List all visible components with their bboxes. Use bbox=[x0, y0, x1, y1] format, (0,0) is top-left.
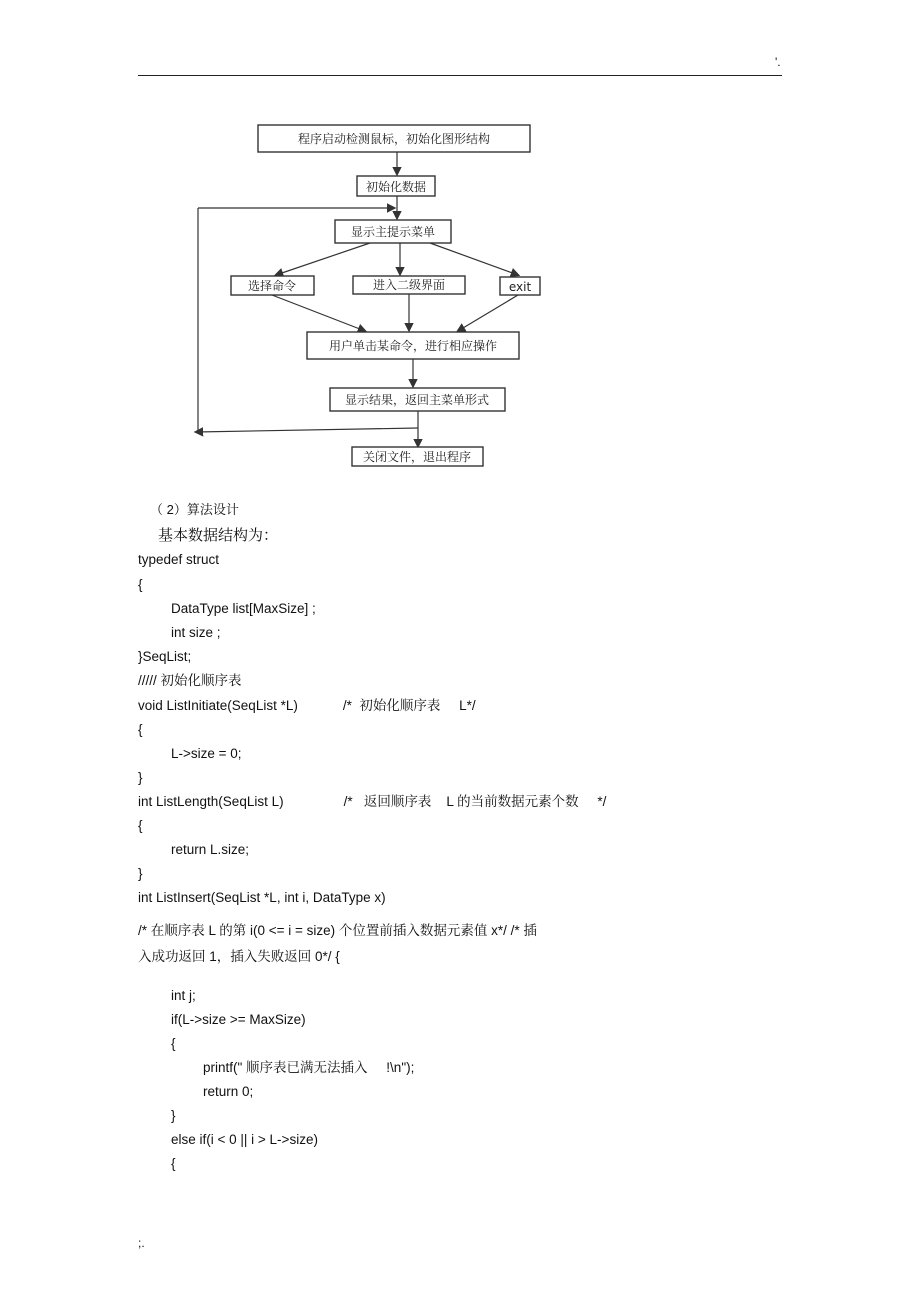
code-line: return L.size; bbox=[171, 842, 250, 857]
code-line: { bbox=[138, 818, 143, 833]
arrow-select-operate bbox=[272, 295, 365, 331]
text-result: 显示结果，返回主菜单形式 bbox=[344, 393, 490, 407]
section-subtitle: 基本数据结构为： bbox=[158, 527, 279, 544]
text-close: 关闭文件，退出程序 bbox=[362, 450, 472, 464]
code-line: printf(" 顺序表已满无法插入 !\n"); bbox=[203, 1060, 415, 1075]
text-exit: exit bbox=[508, 280, 532, 294]
code-comment: /* 在顺序表 L 的第 i(0 <= i = size) 个位置前插入数据元素值 x*/ /* 插 bbox=[138, 923, 537, 938]
text-operate: 用户单击某命令，进行相应操作 bbox=[328, 339, 498, 353]
code-line: return 0; bbox=[203, 1084, 254, 1099]
section-title: （ 2）算法设计 bbox=[150, 502, 239, 517]
code-comment: ///// 初始化顺序表 bbox=[138, 673, 242, 688]
text-init: 初始化数据 bbox=[365, 180, 427, 194]
code-line: typedef struct bbox=[138, 552, 220, 567]
code-line: { bbox=[171, 1156, 176, 1171]
code-line: int size ; bbox=[171, 625, 221, 640]
code-line: { bbox=[138, 577, 143, 592]
code-line: int ListLength(SeqList L) /* 返回顺序表 L 的当前数据元素个数 */ bbox=[138, 794, 607, 809]
code-line: }SeqList; bbox=[138, 649, 192, 664]
code-line: } bbox=[138, 770, 143, 785]
code-line: else if(i < 0 || i > L->size) bbox=[171, 1132, 318, 1147]
flowchart bbox=[0, 0, 920, 480]
text-menu: 显示主提示菜单 bbox=[350, 225, 436, 239]
arrow-menu-exit bbox=[430, 243, 518, 275]
code-line: void ListInitiate(SeqList *L) /* 初始化顺序表 L*/ bbox=[138, 698, 476, 713]
code-line: { bbox=[138, 722, 143, 737]
code-line: L->size = 0; bbox=[171, 746, 242, 761]
header-mark: '. bbox=[775, 55, 781, 69]
loop-horizontal-bottom bbox=[196, 428, 418, 432]
text-submenu: 进入二级界面 bbox=[372, 278, 446, 292]
code-line: } bbox=[138, 866, 143, 881]
text-select: 选择命令 bbox=[247, 279, 297, 293]
code-comment: 入成功返回 1，插入失败返回 0*/ { bbox=[138, 949, 340, 964]
code-line: } bbox=[171, 1108, 176, 1123]
arrow-exit-operate bbox=[458, 295, 518, 331]
code-line: if(L->size >= MaxSize) bbox=[171, 1012, 306, 1027]
code-line: { bbox=[171, 1036, 176, 1051]
code-line: DataType list[MaxSize] ; bbox=[171, 601, 316, 616]
footer-mark: ;. bbox=[138, 1236, 145, 1250]
code-line: int ListInsert(SeqList *L, int i, DataType x) bbox=[138, 890, 386, 905]
arrow-menu-select bbox=[276, 243, 370, 275]
code-line: int j; bbox=[171, 988, 196, 1003]
text-start: 程序启动检测鼠标，初始化图形结构 bbox=[297, 132, 491, 146]
